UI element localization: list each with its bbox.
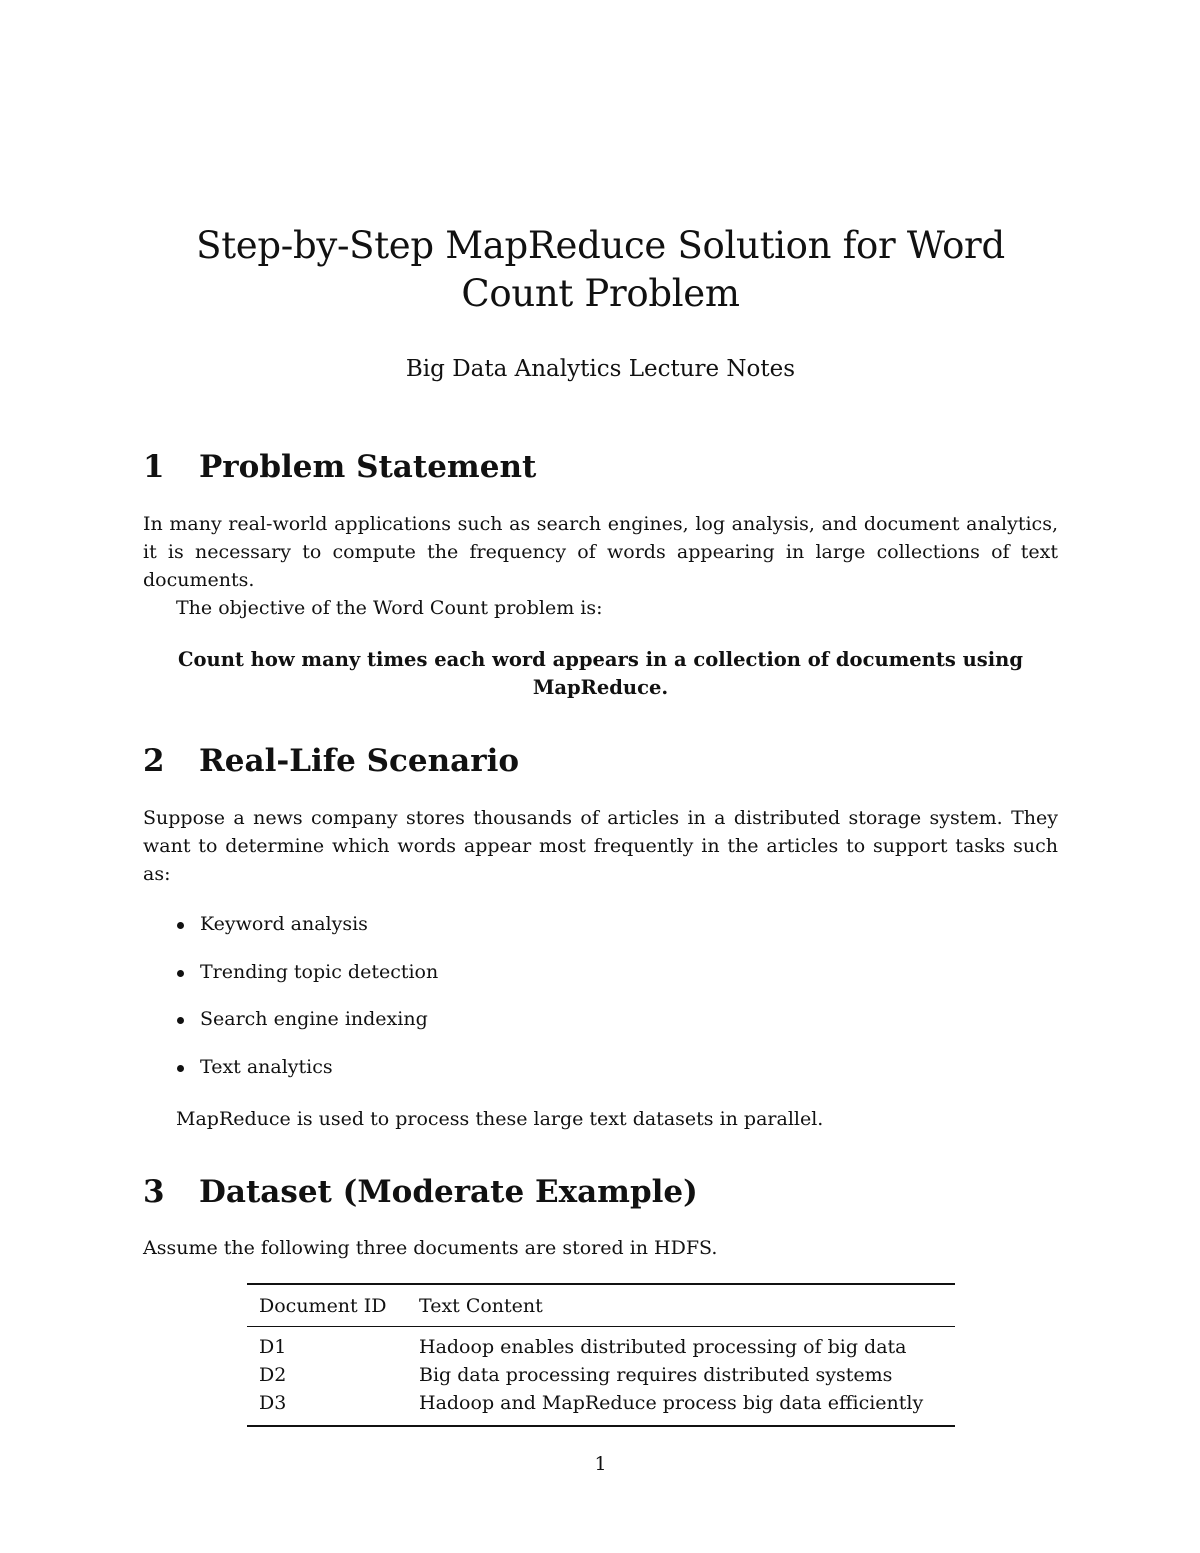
column-header-text-content: Text Content <box>419 1295 543 1317</box>
section-heading-real-life-scenario <box>143 741 1058 781</box>
bullet-icon <box>177 1017 184 1024</box>
section-heading-dataset <box>143 1172 1058 1212</box>
table-row <box>247 1361 955 1389</box>
section-number: 2 <box>143 743 165 779</box>
section-title: Dataset (Moderate Example) <box>199 1174 698 1210</box>
scenario-paragraph: Suppose a news company stores thousands of articles in a distributed storage system. They want to determine which words appear most frequently in the articles to support tasks such as: <box>143 807 1058 885</box>
bullet-icon <box>177 970 184 977</box>
dataset-table <box>247 1283 955 1427</box>
dataset-paragraph: Assume the following three documents are stored in HDFS. <box>143 1237 718 1259</box>
table-cell-document-id: D2 <box>259 1364 287 1386</box>
document-subtitle: Big Data Analytics Lecture Notes <box>405 356 796 382</box>
table-row <box>247 1389 955 1426</box>
section-heading-problem-statement <box>143 447 1058 487</box>
list-item <box>143 1051 1058 1099</box>
list-item <box>143 1003 1058 1051</box>
list-item-text: Trending topic detection <box>200 960 439 983</box>
section-title: Problem Statement <box>199 449 537 485</box>
table-cell-text-content: Hadoop and MapReduce process big data efficiently <box>419 1392 924 1414</box>
section-number: 1 <box>143 449 165 485</box>
document-title: Step-by-Step MapReduce Solution for Word Count Problem <box>196 224 1005 315</box>
table-cell-text-content: Big data processing requires distributed systems <box>419 1364 893 1386</box>
table-cell-text-content: Hadoop enables distributed processing of big data <box>419 1336 907 1358</box>
table-cell-document-id: D1 <box>259 1336 287 1358</box>
list-item-text: Search engine indexing <box>200 1008 428 1030</box>
list-item-text: Keyword analysis <box>200 913 368 935</box>
table-row <box>247 1327 955 1362</box>
list-item <box>143 908 1058 956</box>
list-item <box>143 956 1058 1004</box>
section-number: 3 <box>143 1174 165 1210</box>
objective-statement: Count how many times each word appears in a collection of documents using MapReduce. <box>178 648 1023 699</box>
mapreduce-usage-paragraph: MapReduce is used to process these large text datasets in parallel. <box>176 1108 824 1130</box>
bullet-icon <box>177 1065 184 1072</box>
use-case-list <box>143 908 1058 1098</box>
section-title: Real-Life Scenario <box>199 743 520 779</box>
bullet-icon <box>177 922 184 929</box>
problem-paragraph: In many real-world applications such as search engines, log analysis, and document analytics, it is necessary to compute the frequency of words appearing in large collections of text documents. <box>143 513 1058 591</box>
table-header-row <box>247 1284 955 1327</box>
table-cell-document-id: D3 <box>259 1392 287 1414</box>
dataset-table-container <box>247 1283 955 1427</box>
objective-paragraph: The objective of the Word Count problem is: <box>176 597 603 619</box>
list-item-text: Text analytics <box>200 1055 333 1078</box>
column-header-document-id: Document ID <box>259 1295 387 1317</box>
page-number: 1 <box>594 1453 607 1475</box>
